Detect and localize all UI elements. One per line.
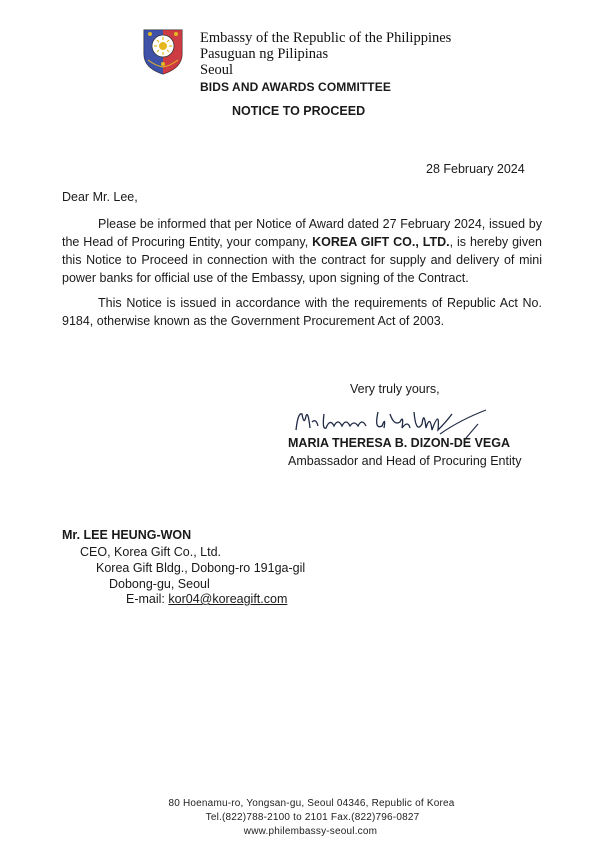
closing: Very truly yours,: [350, 382, 440, 396]
body-paragraph-1: [62, 215, 542, 287]
letterhead-city: Seoul: [200, 62, 234, 78]
signer-title: Ambassador and Head of Procuring Entity: [288, 454, 522, 468]
addressee-position: CEO, Korea Gift Co., Ltd.: [80, 545, 222, 559]
committee-heading: BIDS AND AWARDS COMMITTEE: [200, 80, 391, 94]
salutation: Dear Mr. Lee,: [62, 190, 138, 204]
addressee-name: Mr. LEE HEUNG-WON: [62, 528, 192, 542]
addressee-email-line: [126, 591, 287, 607]
addressee-district: Dobong-gu, Seoul: [109, 577, 210, 591]
document-title: NOTICE TO PROCEED: [232, 104, 366, 118]
letterhead: [200, 30, 451, 78]
addressee-building: Korea Gift Bldg., Dobong-ro 191ga-gil: [96, 561, 306, 575]
para2-text: This Notice is issued in accordance with the requirements of Republic Act No. 9184, otherwise known as the Government Procurement Act of 2003.: [62, 296, 542, 328]
para1-text-post: , is hereby given this Notice to Proceed in connection with the contract for supply and delivery of mini power banks for official use of the Embassy, upon signing of the Contract.: [62, 235, 542, 285]
body-paragraph-2: [62, 294, 542, 330]
embassy-seal-icon: [138, 26, 188, 76]
footer-phone-fax: Tel.(822)788-2100 to 2101 Fax.(822)796-0827: [205, 812, 420, 823]
letter-date: 28 February 2024: [426, 162, 525, 176]
footer-address: 80 Hoenamu-ro, Yongsan-gu, Seoul 04346, Republic of Korea: [168, 798, 455, 809]
email-label: E-mail:: [126, 592, 169, 606]
company-name: KOREA GIFT CO., LTD.: [312, 235, 450, 249]
signer-name: MARIA THERESA B. DIZON-DE VEGA: [288, 436, 510, 450]
letterhead-embassy-name: Embassy of the Republic of the Philippines: [200, 30, 452, 46]
para1-text-pre: Please be informed that per Notice of Award dated 27 February 2024, issued by the Head of Procuring Entity, your company,: [62, 217, 542, 249]
email-link[interactable]: kor04@koreagift.com: [168, 592, 288, 606]
letterhead-filipino-name: Pasuguan ng Pilipinas: [200, 46, 329, 62]
footer-website[interactable]: www.philembassy-seoul.com: [243, 826, 378, 837]
